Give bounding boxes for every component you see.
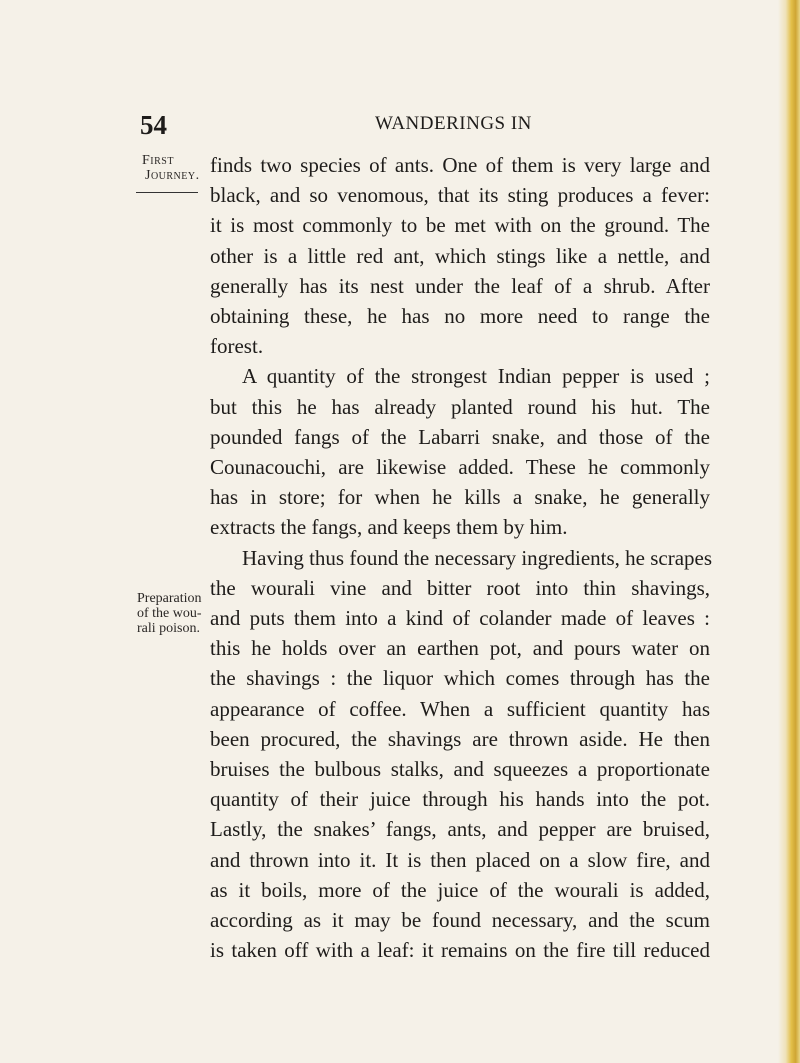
- text-line: and puts them into a kind of colander made of leaves :: [210, 606, 710, 631]
- margin-note-line: rali poison.: [137, 621, 200, 636]
- text-line: been procured, the shavings are thrown aside. He then: [210, 726, 710, 751]
- running-head: WANDERINGS IN: [375, 113, 532, 134]
- text-line: pounded fangs of the Labarri snake, and those of the: [210, 424, 710, 449]
- text-line: extracts the fangs, and keeps them by him.: [210, 515, 568, 540]
- text-line: Having thus found the necessary ingredients, he scrapes: [242, 545, 713, 570]
- text-line: the shavings : the liquor which comes through has the: [210, 666, 710, 691]
- text-line: black, and so venomous, that its sting produces a fever:: [210, 183, 710, 208]
- text-line: finds two species of ants. One of them is very large and: [210, 153, 710, 177]
- text-line: as it boils, more of the juice of the wourali is added,: [210, 877, 710, 902]
- text-line: Counacouchi, are likewise added. These he commonly: [210, 455, 710, 480]
- margin-note-preparation: [137, 591, 202, 636]
- text-line: it is most commonly to be met with on the ground. The: [210, 213, 710, 238]
- text-line: forest.: [210, 334, 264, 359]
- text-line: other is a little red ant, which stings like a nettle, and: [210, 243, 710, 268]
- text-line: according as it may be found necessary, and the scum: [210, 908, 710, 933]
- text-line: has in store; for when he kills a snake, he generally: [210, 485, 710, 510]
- text-line: is taken off with a leaf: it remains on the fire till reduced: [210, 938, 710, 963]
- text-line: bruises the bulbous stalks, and squeezes a proportionate: [210, 757, 710, 782]
- margin-note-line: Preparation: [137, 591, 202, 606]
- text-line: the wourali vine and bitter root into thin shavings,: [210, 575, 710, 600]
- page-number: 54: [140, 110, 167, 140]
- text-line: obtaining these, he has no more need to range the: [210, 304, 710, 329]
- margin-note-line: of the wou-: [137, 606, 202, 621]
- margin-rule: [136, 192, 198, 193]
- text-line: A quantity of the strongest Indian pepper is used ;: [242, 364, 710, 389]
- text-line: this he holds over an earthen pot, and pours water on: [210, 636, 710, 661]
- body-text: [210, 150, 713, 965]
- text-line: appearance of coffee. When a sufficient quantity has: [210, 696, 710, 721]
- margin-note-first-journey: [142, 153, 200, 183]
- gilt-page-edge: [778, 0, 800, 1063]
- text-line: generally has its nest under the leaf of a shrub. After: [210, 273, 710, 298]
- text-line: and thrown into it. It is then placed on a slow fire, and: [210, 847, 710, 872]
- text-line: quantity of their juice through his hands into the pot.: [210, 787, 710, 812]
- margin-note-line: Journey.: [145, 168, 200, 183]
- margin-note-line: First: [142, 153, 174, 168]
- text-line: but this he has already planted round his hut. The: [210, 394, 710, 419]
- text-line: Lastly, the snakes’ fangs, ants, and pepper are bruised,: [210, 817, 710, 842]
